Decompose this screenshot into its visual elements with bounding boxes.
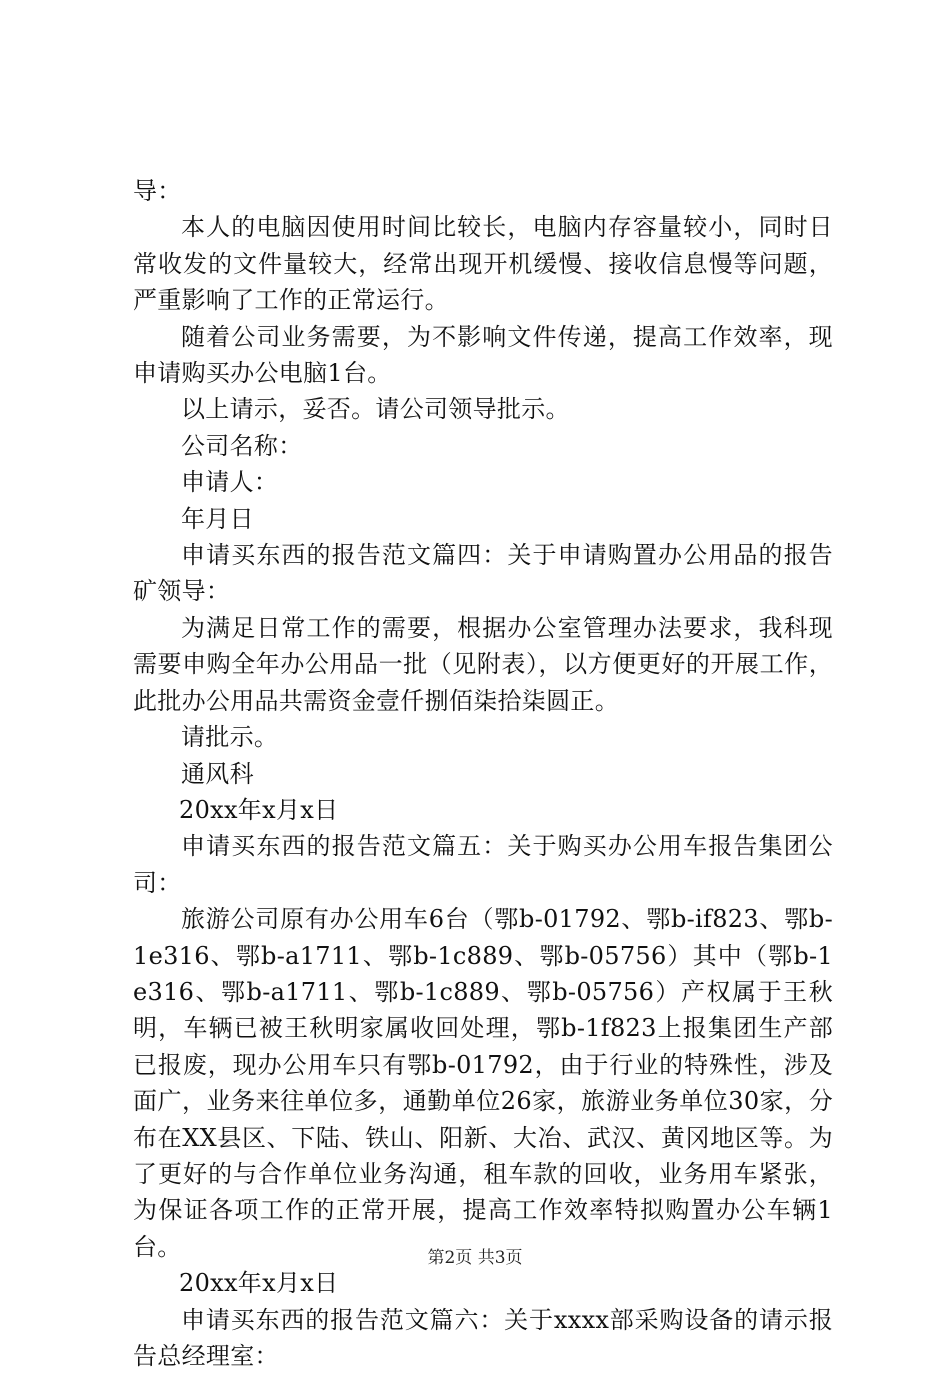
department-signature: 通风科 bbox=[181, 759, 254, 788]
applicant-label: 申请人： bbox=[181, 468, 279, 497]
paragraph-closing: 以上请示，妥否。请公司领导批示。 bbox=[181, 395, 570, 424]
paragraph-office-supplies: 为满足日常工作的需要，根据办公室管理办法要求，我科现需要申购全年办公用品一批（见附表），以方便更好的开展工作，此批办公用品共需资金壹仟捌佰柒拾柒圆正。 bbox=[133, 613, 833, 715]
date-line: 20xx年x月x日 bbox=[179, 795, 339, 824]
section-heading-six: 申请买东西的报告范文篇六：关于xxxx部采购设备的请示报告总经理室： bbox=[133, 1305, 833, 1370]
date-line: 20xx年x月x日 bbox=[179, 1269, 339, 1298]
salutation-fragment: 导： bbox=[133, 177, 182, 205]
date-label: 年月日 bbox=[181, 504, 254, 533]
paragraph-please-approve: 请批示。 bbox=[181, 723, 279, 752]
paragraph-vehicle-request: 旅游公司原有办公用车6台（鄂b-01792、鄂b-if823、鄂b-1e316、鄂b-a1711、鄂b-1c889、鄂b-05756）其中（鄂b-1e316、鄂b-a1711、鄂b-1c889、鄂b-05756）产权属于王秋明，车辆已被王秋明家属收回处理，鄂b-1f823上报集团生产部已报废，现办公用车只有鄂b-01792，由于行业的特殊性，涉及面广，业务来往单位多，通勤单位26家，旅游业务单位30家，分布在XX县区、下陆、铁山、阳新、大冶、武汉、黄冈地区等。为了更好的与合作单位业务沟通，租车款的回收，业务用车紧张，为保证各项工作的正常开展，提高工作效率特拟购置办公车辆1台。 bbox=[133, 905, 833, 1261]
document-body bbox=[133, 173, 833, 1374]
section-heading-five: 申请买东西的报告范文篇五：关于购买办公用车报告集团公司： bbox=[133, 832, 833, 897]
paragraph-purchase-request: 随着公司业务需要，为不影响文件传递，提高工作效率，现申请购买办公电脑1台。 bbox=[133, 322, 833, 388]
paragraph-computer-problem: 本人的电脑因使用时间比较长，电脑内存容量较小，同时日常收发的文件量较大，经常出现开机缓慢、接收信息慢等问题，严重影响了工作的正常运行。 bbox=[133, 213, 833, 315]
company-name-label: 公司名称： bbox=[181, 431, 303, 460]
page-number-footer: 第2页 共3页 bbox=[427, 1248, 523, 1268]
section-heading-four: 申请买东西的报告范文篇四：关于申请购置办公用品的报告矿领导： bbox=[133, 541, 833, 606]
